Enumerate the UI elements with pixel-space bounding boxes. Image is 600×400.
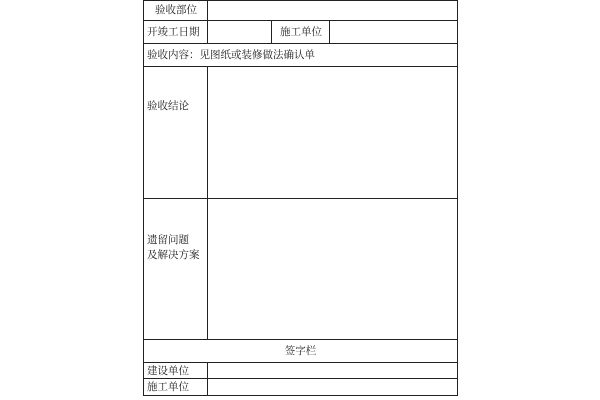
acceptance-part-label: 验收部位	[155, 4, 197, 16]
conclusion-field[interactable]	[208, 67, 457, 198]
start-end-date-label: 开竣工日期	[147, 26, 200, 38]
contractor-label: 施工单位	[280, 26, 322, 38]
acceptance-content-text: 验收内容：见图纸或装修做法确认单	[147, 49, 315, 61]
conclusion-label: 验收结论	[147, 100, 189, 112]
contractor-field[interactable]	[330, 21, 457, 43]
column-divider	[271, 20, 272, 44]
acceptance-form	[143, 0, 458, 396]
acceptance-part-field[interactable]	[208, 1, 457, 20]
row-divider	[143, 43, 458, 44]
outstanding-issues-field[interactable]	[208, 199, 457, 339]
form-border-left	[143, 0, 144, 396]
owner-unit-label: 建设单位	[147, 365, 189, 377]
signature-section-title: 签字栏	[284, 345, 317, 357]
contractor-signature-label: 施工单位	[147, 381, 189, 393]
owner-unit-signature-field[interactable]	[208, 363, 457, 378]
start-end-date-field[interactable]	[208, 21, 271, 43]
row-divider	[143, 339, 458, 340]
outstanding-issues-label: 遗留问题 及解决方案	[147, 234, 200, 261]
form-border-right	[457, 0, 458, 396]
contractor-signature-field[interactable]	[208, 379, 457, 395]
form-border-bottom	[143, 395, 458, 396]
